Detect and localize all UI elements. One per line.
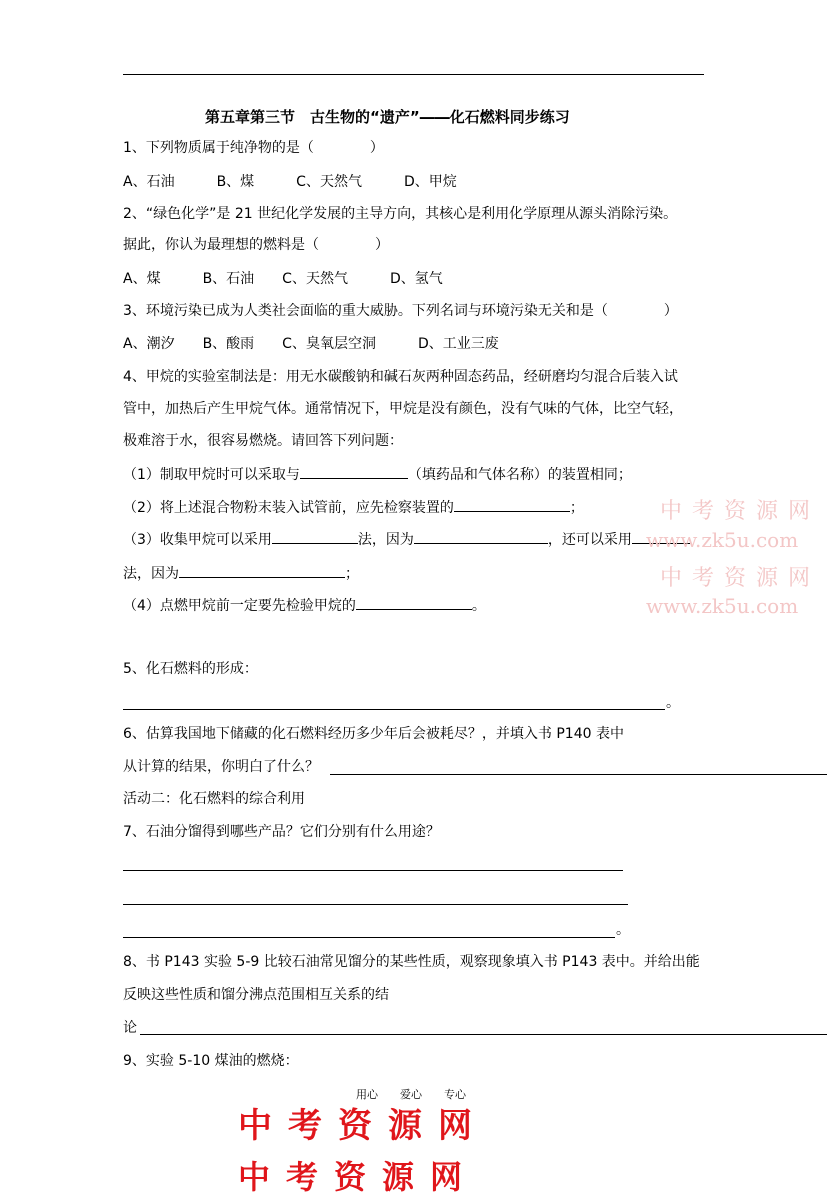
question-7-end: 。 [616, 922, 630, 938]
part-3-text-d: 法，因为 [123, 566, 179, 582]
answer-blank[interactable] [356, 595, 472, 610]
part-1-text-a: （1）制取甲烷时可以采取与 [123, 467, 300, 483]
question-1-stem: 1、下列物质属于纯净物的是（ ） [123, 140, 384, 156]
answer-blank[interactable] [300, 464, 408, 479]
part-3-text-a: （3）收集甲烷可以采用 [123, 532, 272, 548]
answer-blank[interactable] [272, 529, 358, 544]
part-3-text-c: ，还可以采用 [547, 532, 632, 548]
part-4-text-a: （4）点燃甲烷前一定要先检验甲烷的 [123, 598, 356, 614]
answer-line[interactable] [140, 1034, 827, 1035]
question-6-line-2: 从计算的结果，你明白了什么？ [123, 759, 319, 775]
question-4-part-1 [123, 464, 632, 484]
part-2-text-a: （2）将上述混合物粉末装入试管前，应先检察装置的 [123, 500, 454, 516]
part-3-text-e: ； [345, 566, 359, 582]
page-title: 第五章第三节 古生物的“遗产”――化石燃料同步练习 [205, 108, 570, 126]
question-4-line-3: 极难溶于水，很容易燃烧。请回答下列问题： [123, 433, 403, 449]
question-2-line-2: 据此，你认为最理想的燃料是（ ） [123, 237, 389, 253]
question-6-line-1: 6、估算我国地下储藏的化石燃料经历多少年后会被耗尽？，并填入书 P140 表中 [123, 726, 624, 742]
question-2-line-1: 2、“绿色化学”是 21 世纪化学发展的主导方向，其核心是利用化学原理从源头消除污染。 [123, 206, 678, 222]
answer-line[interactable] [123, 937, 615, 938]
activity-2-heading: 活动二：化石燃料的综合利用 [123, 791, 305, 807]
question-8-line-2: 反映这些性质和馏分沸点范围相互关系的结 [123, 987, 389, 1003]
question-4-line-2: 管中，加热后产生甲烷气体。通常情况下，甲烷是没有颜色，没有气味的气体，比空气轻， [123, 401, 683, 417]
question-5-stem: 5、化石燃料的形成： [123, 661, 258, 677]
question-1-options: A、石油 B、煤 C、天然气 D、甲烷 [123, 174, 457, 190]
answer-blank[interactable] [454, 497, 570, 512]
question-8-line-1: 8、书 P143 实验 5-9 比较石油常见馏分的某些性质，观察现象填入书 P143 表中。并给出能 [123, 954, 700, 970]
question-3-stem: 3、环境污染已成为人类社会面临的重大威胁。下列名词与环境污染无关和是（ ） [123, 303, 678, 319]
answer-blank[interactable] [179, 563, 345, 578]
question-5-end: 。 [666, 695, 680, 711]
part-3-text-b: 法，因为 [357, 532, 414, 548]
question-4-part-2 [123, 497, 584, 517]
question-3-options: A、潮汐 B、酸雨 C、臭氧层空洞 D、工业三废 [123, 336, 499, 352]
answer-line[interactable] [330, 774, 827, 775]
question-8-line-3: 论 [123, 1020, 137, 1036]
question-4-line-1: 4、甲烷的实验室制法是：用无水碳酸钠和碱石灰两种固态药品，经研磨均匀混合后装入试 [123, 369, 678, 385]
question-4-part-3 [123, 529, 690, 549]
answer-line[interactable] [123, 709, 665, 710]
footer-brand-logo: 中考资源网 [238, 1106, 488, 1146]
part-1-text-b: （填药品和气体名称）的装置相同； [407, 467, 632, 483]
question-4-part-3-cont [123, 563, 359, 583]
watermark-cn-1: 中考资源网 [660, 499, 821, 524]
question-4-part-4 [123, 595, 486, 615]
question-7-stem: 7、石油分馏得到哪些产品？它们分别有什么用途？ [123, 824, 440, 840]
footer-caption: 用心 爱心 专心 [356, 1088, 466, 1101]
watermark-url-2: www.zk5u.com [646, 594, 799, 618]
watermark-cn-2: 中考资源网 [660, 566, 821, 591]
watermark-url-1: www.zk5u.com [646, 528, 799, 552]
part-2-text-b: ； [569, 500, 584, 516]
answer-line[interactable] [123, 904, 628, 905]
question-2-options: A、煤 B、石油 C、天然气 D、氢气 [123, 271, 443, 287]
footer-brand-logo-partial: 中考资源网 [238, 1158, 479, 1196]
question-9-stem: 9、实验 5-10 煤油的燃烧： [123, 1053, 299, 1069]
header-rule [123, 74, 704, 75]
part-4-text-b: 。 [471, 598, 486, 614]
answer-blank[interactable] [414, 529, 548, 544]
answer-line[interactable] [123, 870, 623, 871]
